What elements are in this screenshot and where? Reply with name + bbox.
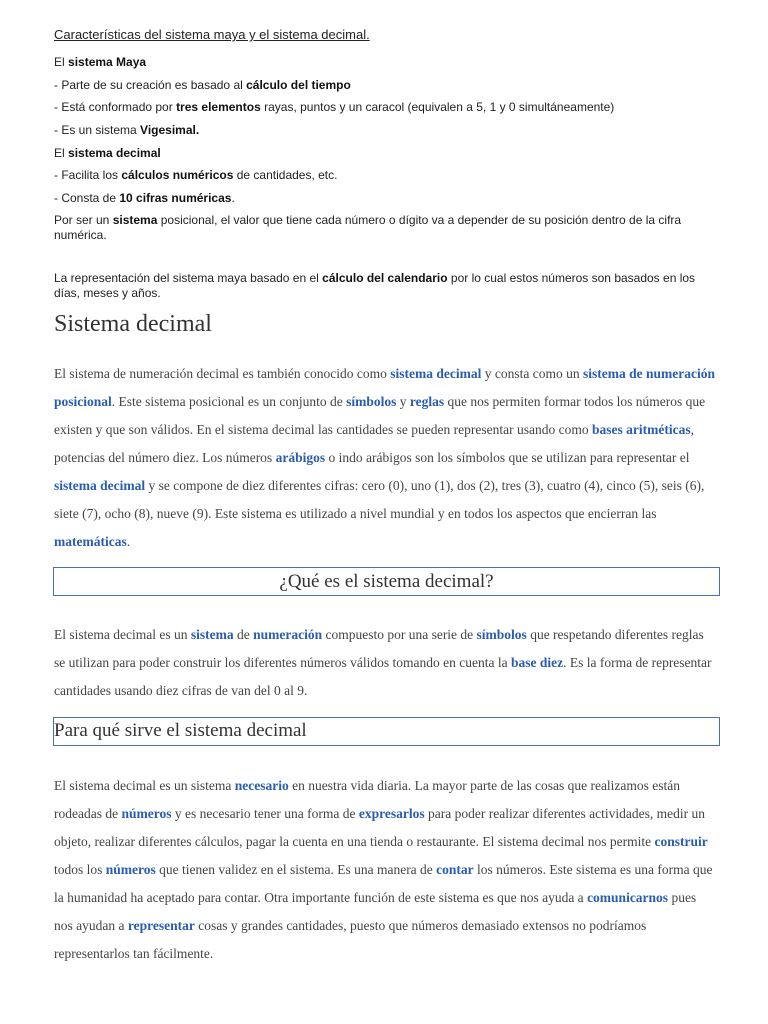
article-heading: Sistema decimal [54, 311, 212, 337]
positional-paragraph: Por ser un sistema posicional, el valor que tiene cada número o dígito va a depender de su posición dentro de la cifra numérica. [54, 213, 682, 242]
inline-link[interactable]: números [121, 806, 172, 821]
decimal-line-1: - Facilita los cálculos numéricos de cantidades, etc. [54, 168, 338, 182]
inline-link[interactable]: sistema decimal [54, 478, 146, 493]
inline-link[interactable]: símbolos [476, 627, 527, 642]
decimal-heading: El sistema decimal [54, 146, 161, 160]
article-paragraph-3: El sistema decimal es un sistema necesario en nuestra vida diaria. La mayor parte de las cosas que realizamos están rodeadas de números y es necesario tener una forma de expresarlos para poder realizar diferentes actividades, medir un objeto, realizar diferentes cálculos, pagar la cuenta en una tienda o restaurante. El sistema decimal nos permite construir todos los números que tienen validez en el sistema. Es una manera de contar los números. Este sistema es una forma que la humanidad ha aceptado para contar. Otra importante función de este sistema es que nos ayuda a comunicarnos pues nos ayudan a representar cosas y grandes cantidades, puesto que números demasiado extensos no podríamos representarlos tan fácilmente. [54, 778, 713, 961]
decimal-line-2: - Consta de 10 cifras numéricas. [54, 191, 235, 205]
inline-link[interactable]: sistema decimal [390, 366, 482, 381]
maya-line-2: - Está conformado por tres elementos rayas, puntos y un caracol (equivalen a 5, 1 y 0 simultáneamente) [54, 100, 615, 114]
inline-link[interactable]: construir [654, 834, 708, 849]
inline-link[interactable]: matemáticas [54, 534, 127, 549]
inline-link[interactable]: sistema de numeración posicional [54, 366, 715, 409]
article-paragraph-1: El sistema de numeración decimal es también conocido como sistema decimal y consta como un sistema de numeración posicional. Este sistema posicional es un conjunto de símbolos y reglas que nos permiten formar todos los números que existen y que son válidos. En el sistema decimal las cantidades se pueden representar usando como bases aritméticas, potencias del número diez. Los números arábigos o indo arábigos son los símbolos que se utilizan para representar el sistema decimal y se compone de diez diferentes cifras: cero (0), uno (1), dos (2), tres (3), cuatro (4), cinco (5), seis (6), siete (7), ocho (8), nueve (9). Este sistema es utilizado a nivel mundial y en todos los aspectos que encierran las matemáticas. [54, 366, 715, 549]
maya-line-1: - Parte de su creación es basado al cálculo del tiempo [54, 78, 351, 92]
inline-link[interactable]: comunicarnos [587, 890, 669, 905]
inline-link[interactable]: símbolos [346, 394, 397, 409]
article-paragraph-2: El sistema decimal es un sistema de numeración compuesto por una serie de símbolos que respetando diferentes reglas se utilizan para poder construir los diferentes números válidos tomando en cuenta la base diez. Es la forma de representar cantidades usando diez cifras de van del 0 al 9. [54, 627, 712, 698]
inline-link[interactable]: sistema [190, 627, 234, 642]
section-box-purpose: Para qué sirve el sistema decimal [53, 717, 720, 746]
inline-link[interactable]: arábigos [275, 450, 326, 465]
inline-link[interactable]: bases aritméticas [591, 422, 691, 437]
representation-paragraph: La representación del sistema maya basado en el cálculo del calendario por lo cual estos números son basados en los días, meses y años. [54, 271, 696, 300]
intro-title: Características del sistema maya y el sistema decimal. [54, 27, 370, 42]
inline-link[interactable]: contar [436, 862, 474, 877]
inline-link[interactable]: expresarlos [358, 806, 425, 821]
section-box-what-is: ¿Qué es el sistema decimal? [53, 567, 720, 596]
inline-link[interactable]: numeración [253, 627, 323, 642]
inline-link[interactable]: necesario [234, 778, 289, 793]
inline-link[interactable]: reglas [409, 394, 445, 409]
inline-link[interactable]: base diez [510, 655, 564, 670]
maya-heading: El sistema Maya [54, 55, 147, 69]
inline-link[interactable]: representar [127, 918, 195, 933]
inline-link[interactable]: números [105, 862, 156, 877]
maya-line-3: - Es un sistema Vigesimal. [54, 123, 200, 137]
